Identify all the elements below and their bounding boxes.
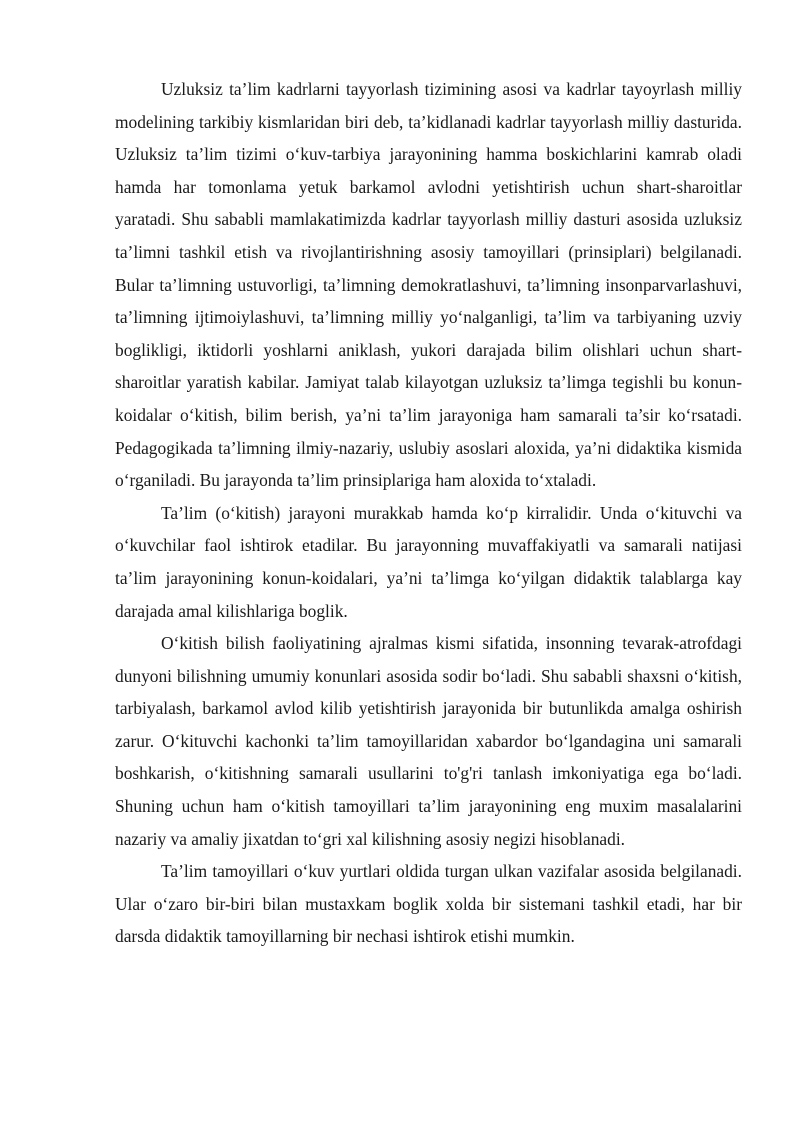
document-page	[115, 73, 742, 953]
paragraph-cognitive-activity: O‘kitish bilish faoliyatining ajralmas kismi sifatida, insonning tevarak-atrofdagi dunyoni bilishning umumiy konunlari asosida sodir bo‘ladi. Shu sababli shaxsni o‘kitish, tarbiyalash, barkamol avlod kilib yetishtirish jarayonida bir butunlikda amalga oshirish zarur. O‘kituvchi kachonki ta’lim tamoyillaridan xabardor bo‘lgandagina uni samarali boshkarish, o‘kitishning samarali usullarini to'g'ri tanlash imkoniyatiga ega bo‘ladi. Shuning uchun ham o‘kitish tamoyillari ta’lim jarayonining eng muxim masalalarini nazariy va amaliy jixatdan to‘gri xal kilishning asosiy negizi hisoblanadi.	[115, 633, 742, 849]
paragraph-teaching-process: Ta’lim (o‘kitish) jarayoni murakkab hamda ko‘p kirralidir. Unda o‘kituvchi va o‘kuvchilar faol ishtirok etadilar. Bu jarayonning muvaffakiyatli va samarali natijasi ta’lim jarayonining konun-koidalari, ya’ni ta’limga ko‘yilgan didaktik talablarga kay darajada amal kilishlariga boglik.	[115, 502, 742, 621]
paragraph-teaching-principles: Ta’lim tamoyillari o‘kuv yurtlari oldida turgan ulkan vazifalar asosida belgilanadi. Ular o‘zaro bir-biri bilan mustaxkam boglik xolda bir sistemani tashkil etadi, har bir darsda didaktik tamoyillarning bir nechasi ishtirok etishi mumkin.	[115, 861, 742, 947]
paragraph-continuous-education: Uzluksiz ta’lim kadrlarni tayyorlash tizimining asosi va kadrlar tayoyrlash milliy modelining tarkibiy kismlaridan biri deb, ta’kidlanadi kadrlar tayyorlash milliy dasturida. Uzluksiz ta’lim tizimi o‘kuv-tarbiya jarayonining hamma boskichlarini kamrab oladi hamda har tomonlama yetuk barkamol avlodni yetishtirish uchun shart-sharoitlar yaratadi. Shu sababli mamlakatimizda kadrlar tayyorlash milliy dasturi asosida uzluksiz ta’limni tashkil etish va rivojlantirishning asosiy tamoyillari (prinsiplari) belgilanadi. Bular ta’limning ustuvorligi, ta’limning demokratlashuvi, ta’limning insonparvarlashuvi, ta’limning ijtimoiylashuvi, ta’limning milliy yo‘nalganligi, ta’lim va tarbiyaning uzviy boglikligi, iktidorli yoshlarni aniklash, yukori darajada bilim olishlari uchun shart-sharoitlar yaratish kabilar. Jamiyat talab kilayotgan uzluksiz ta’limga tegishli bu konun-koidalar o‘kitish, bilim berish, ya’ni ta’lim jarayoniga ham samarali ta’sir ko‘rsatadi. Pedagogikada ta’limning ilmiy-nazariy, uslubiy asoslari aloxida, ya’ni didaktika kismida o‘rganiladi. Bu jarayonda ta’lim prinsiplariga ham aloxida to‘xtaladi.	[115, 79, 742, 491]
